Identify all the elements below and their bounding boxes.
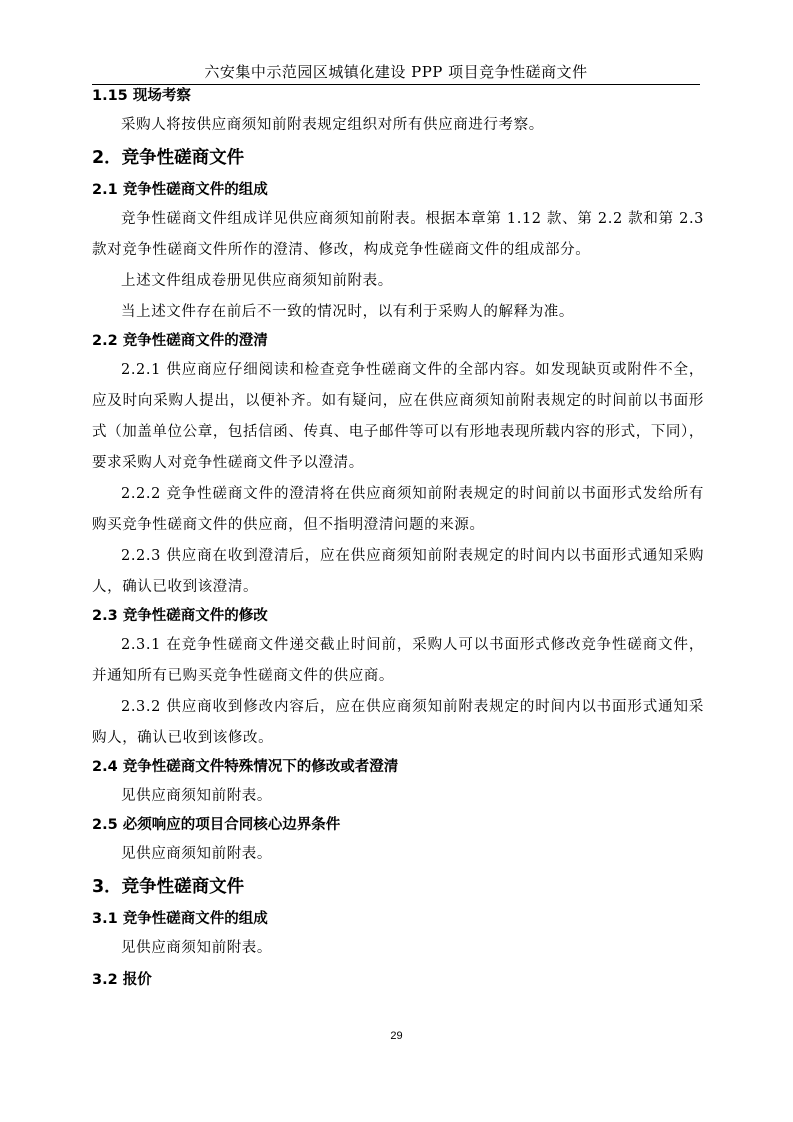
paragraph: 见供应商须知前附表。 — [121, 846, 272, 862]
paragraph: 2.2.3 供应商在收到澄清后，应在供应商须知前附表规定的时间内以书面形式通知采购人，确认已收到该澄清。 — [92, 548, 704, 595]
paragraph: 见供应商须知前附表。 — [121, 788, 272, 804]
paragraph: 2.3.2 供应商收到修改内容后，应在供应商须知前附表规定的时间内以书面形式通知采购人，确认已收到该修改。 — [92, 699, 704, 746]
section-heading: 2.2 竞争性磋商文件的澄清 — [92, 333, 268, 349]
section-heading: 2.5 必须响应的项目合同核心边界条件 — [92, 817, 341, 833]
section-heading: 2.1 竞争性磋商文件的组成 — [92, 182, 268, 198]
page-number: 29 — [390, 1030, 403, 1042]
section-heading: 1.15 现场考察 — [92, 88, 191, 104]
paragraph: 采购人将按供应商须知前附表规定组织对所有供应商进行考察。 — [121, 117, 544, 133]
section-heading: 2.3 竞争性磋商文件的修改 — [92, 608, 268, 624]
paragraph: 当上述文件存在前后不一致的情况时，以有利于采购人的解释为准。 — [121, 304, 574, 320]
page-header: 六安集中示范园区城镇化建设 PPP 项目竞争性磋商文件 — [92, 62, 700, 85]
paragraph: 上述文件组成卷册见供应商须知前附表。 — [121, 273, 393, 289]
paragraph: 见供应商须知前附表。 — [121, 940, 272, 956]
paragraph: 2.2.1 供应商应仔细阅读和检查竞争性磋商文件的全部内容。如发现缺页或附件不全，应及时向采购人提出，以便补齐。如有疑问，应在供应商须知前附表规定的时间前以书面形式（加盖单位公章，包括信函、传真、电子邮件等可以有形地表现所载内容的形式，下同），要求采购人对竞争性磋商文件予以澄清。 — [92, 362, 704, 471]
section-heading: 3.2 报价 — [92, 972, 152, 988]
section-heading: 3.1 竞争性磋商文件的组成 — [92, 911, 268, 927]
paragraph: 竞争性磋商文件组成详见供应商须知前附表。根据本章第 1.12 款、第 2.2 款和第 2.3 款对竞争性磋商文件所作的澄清、修改，构成竞争性磋商文件的组成部分。 — [92, 211, 704, 258]
document-body — [92, 86, 704, 990]
paragraph: 2.3.1 在竞争性磋商文件递交截止时间前，采购人可以书面形式修改竞争性磋商文件，并通知所有已购买竞争性磋商文件的供应商。 — [92, 637, 704, 684]
section-heading: 2.4 竞争性磋商文件特殊情况下的修改或者澄清 — [92, 759, 399, 775]
chapter-heading: 3．竞争性磋商文件 — [92, 877, 245, 897]
chapter-heading: 2．竞争性磋商文件 — [92, 148, 245, 168]
paragraph: 2.2.2 竞争性磋商文件的澄清将在供应商须知前附表规定的时间前以书面形式发给所有购买竞争性磋商文件的供应商，但不指明澄清问题的来源。 — [92, 486, 704, 533]
